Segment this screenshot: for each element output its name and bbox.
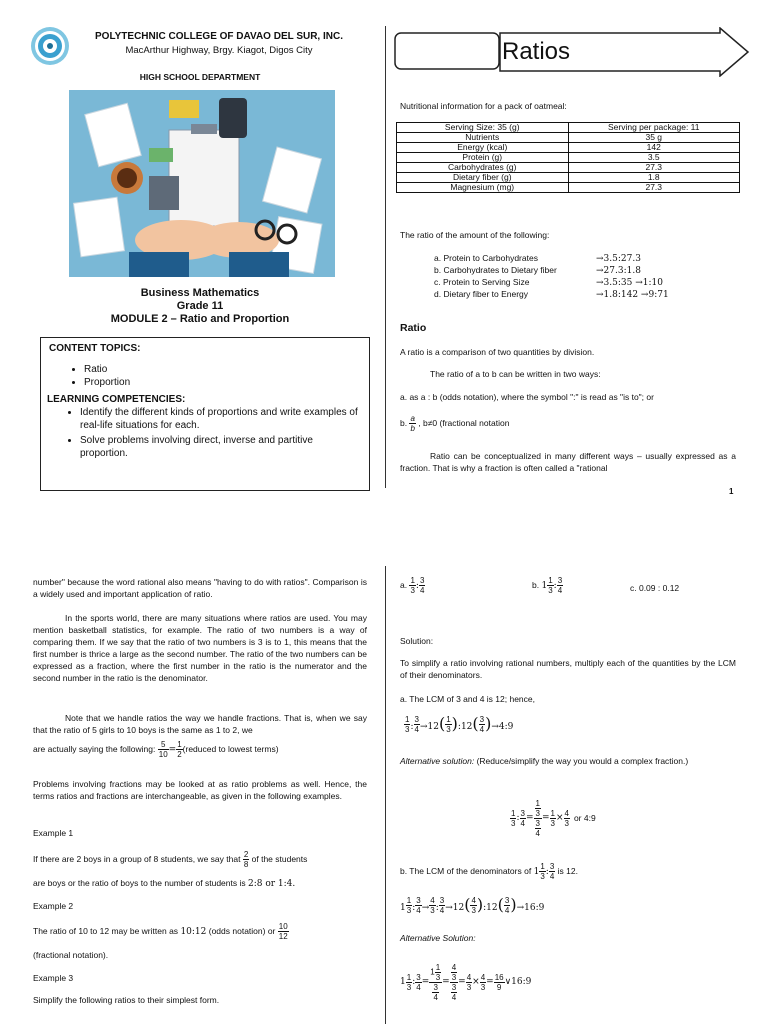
example-3-heading: Example 3 bbox=[33, 973, 74, 983]
colon: : bbox=[415, 580, 419, 591]
problem-c: c. 0.09 : 0.12 bbox=[630, 583, 680, 593]
table-cell: Protein (g) bbox=[397, 153, 569, 163]
school-logo bbox=[30, 26, 70, 66]
table-cell: 3.5 bbox=[568, 153, 740, 163]
business-illustration bbox=[69, 90, 335, 277]
frac-denominator: 3 bbox=[564, 818, 569, 828]
arrow-12: →12 bbox=[419, 722, 439, 732]
department-label: HIGH SCHOOL DEPARTMENT bbox=[139, 72, 261, 82]
school-address: MacArthur Highway, Brgy. Kiagot, Digos City bbox=[125, 45, 313, 56]
page1-column-divider bbox=[385, 26, 386, 488]
frac-numerator: 1 bbox=[405, 715, 410, 725]
result-b: →16:9 bbox=[516, 903, 545, 913]
p2-paragraph-2: In the sports world, there are many situations where ratios are used. You may mention basketball statistics, for example. The ratio of two numbers is a way of comparing them. If we say that the ratio of two numbers is 3 is to 1, this means that the first number is thrice a large as the second number. The ratio of the two numbers can be expressed as a fraction, where the first number in the ratio is the numerator and the second number in the ratio is the denominator. bbox=[33, 613, 367, 683]
page2-column-divider bbox=[385, 566, 386, 1024]
frac-denominator: 4 bbox=[504, 906, 510, 916]
competency-item: • Solve problems involving direct, inverse and partitive proportion. bbox=[80, 434, 363, 460]
equals-sign: = bbox=[168, 744, 177, 755]
fraction-3-4 bbox=[419, 576, 425, 595]
solution-label: Solution: bbox=[400, 636, 434, 646]
complex-fraction-b bbox=[400, 952, 531, 1012]
alt-label: Alternative solution: bbox=[400, 756, 475, 766]
ratio-way-b bbox=[400, 414, 509, 433]
colon: : bbox=[412, 977, 416, 987]
ratio-conceptual: Ratio can be conceptualized in many different ways – usually expressed as a fraction. That is why a fraction is often called a "rational bbox=[400, 451, 736, 473]
ex1-b: of the students bbox=[251, 853, 308, 864]
ratio-item-label: c. Protein to Serving Size bbox=[434, 277, 530, 287]
competencies-list bbox=[47, 406, 363, 460]
p2-paragraph-3-fraction bbox=[33, 740, 367, 759]
colon: : bbox=[516, 813, 520, 823]
ratio-item-value: →1.8:142 →9:71 bbox=[596, 290, 669, 300]
example-1-heading: Example 1 bbox=[33, 828, 74, 838]
fraction-2-8 bbox=[243, 850, 249, 869]
frac-numerator: 16 bbox=[494, 972, 504, 982]
frac-numerator: 3 bbox=[416, 972, 421, 982]
whole-number: 1 bbox=[400, 903, 406, 913]
ex1-d: 2:8 or 1:4. bbox=[248, 879, 296, 889]
frac-numerator: 1 bbox=[550, 808, 555, 818]
complex-fraction-a bbox=[510, 790, 596, 846]
frac-denominator: 10 bbox=[158, 750, 168, 759]
example-1-line-2 bbox=[33, 877, 295, 890]
p3b-text: are actually saying the following: bbox=[33, 743, 156, 754]
table-row bbox=[397, 143, 740, 153]
module-title: MODULE 2 – Ratio and Proportion bbox=[110, 313, 290, 325]
frac-denominator: 3 bbox=[471, 906, 476, 916]
equals-sign: = bbox=[541, 813, 550, 823]
fraction-16-9 bbox=[494, 973, 505, 992]
frac-numerator: 3 bbox=[439, 896, 445, 906]
frac-denominator: 4 bbox=[416, 906, 421, 916]
frac-denominator: 3 bbox=[540, 872, 545, 881]
fraction-4-3 bbox=[564, 809, 570, 828]
frac-numerator: 4 bbox=[480, 972, 486, 982]
frac-denominator: 3 bbox=[466, 982, 472, 992]
equation-b bbox=[400, 895, 544, 915]
ratio-item bbox=[434, 252, 744, 264]
table-cell: Nutrients bbox=[397, 133, 569, 143]
topic-item: • Ratio bbox=[84, 363, 363, 376]
subject-title: Business Mathematics bbox=[140, 287, 260, 299]
lcm-a-text: a. The LCM of 3 and 4 is 12; hence, bbox=[400, 694, 535, 704]
whole-number: 1 bbox=[533, 866, 540, 877]
times-sign: × bbox=[472, 977, 480, 987]
example-1-line-1 bbox=[33, 850, 369, 869]
frac-numerator: 10 bbox=[278, 922, 288, 931]
content-box bbox=[40, 337, 370, 491]
frac-numerator: 3 bbox=[520, 808, 525, 818]
ratio-items bbox=[434, 252, 744, 300]
p2-paragraph-3: Note that we handle ratios the way we handle fractions. That is, when we say that the ratio of 5 girls to 10 boys is the same as 1 to 2, we bbox=[33, 713, 367, 735]
frac-denominator: 3 bbox=[405, 725, 410, 735]
table-cell: Carbohydrates (g) bbox=[397, 163, 569, 173]
content-topics-heading: CONTENT TOPICS: bbox=[49, 343, 141, 354]
table-row bbox=[397, 123, 740, 133]
example-2-heading: Example 2 bbox=[33, 901, 74, 911]
frac-numerator: 3 bbox=[416, 896, 421, 906]
or-4-9: or 4:9 bbox=[573, 813, 596, 823]
paren-close: ) bbox=[476, 895, 484, 914]
ratio-item-value: →3.5:35 →1:10 bbox=[596, 278, 663, 288]
frac-numerator: 4 bbox=[471, 896, 476, 906]
frac-denominator: 3 bbox=[480, 982, 486, 992]
equals-sign: = bbox=[442, 977, 450, 987]
table-row bbox=[397, 173, 740, 183]
alt-text: (Reduce/simplify the way you would a complex fraction.) bbox=[476, 756, 689, 766]
problem-b bbox=[532, 576, 563, 595]
simplify-instruction: To simplify a ratio involving rational numbers, multiply each of the quantities by the LCM of their denominators. bbox=[400, 658, 736, 680]
frac-denominator: 12 bbox=[278, 932, 288, 941]
ex1-a: If there are 2 boys in a group of 8 students, we say that bbox=[33, 853, 241, 864]
ratio-amount-intro: The ratio of the amount of the following: bbox=[400, 230, 550, 240]
table-cell: 27.3 bbox=[568, 183, 740, 193]
frac-numerator: 1 $\frac{1}{3}$ bbox=[430, 962, 441, 982]
page-number: 1 bbox=[729, 487, 734, 496]
table-cell: 1.8 bbox=[568, 173, 740, 183]
ratios-banner bbox=[394, 27, 750, 77]
example-2-line-2: (fractional notation). bbox=[33, 950, 109, 960]
colon: : bbox=[553, 580, 557, 591]
ratio-item-value: →3.5:27.3 bbox=[596, 254, 641, 264]
frac-denominator: 4 bbox=[520, 818, 525, 828]
frac-denominator: 4 bbox=[549, 872, 555, 881]
table-row bbox=[397, 183, 740, 193]
frac-denominator: 3 bbox=[406, 906, 412, 916]
ratio-item bbox=[434, 288, 744, 300]
paren-open: ( bbox=[497, 895, 504, 914]
p2-paragraph-1: number" because the word rational also means "having to do with ratios". Comparison is a widely used and important application of ratio. bbox=[33, 577, 367, 599]
frac-denominator: 9 bbox=[496, 982, 502, 992]
complex-fraction bbox=[534, 799, 542, 838]
frac-denominator: 8 bbox=[243, 860, 249, 869]
ratio-heading: Ratio bbox=[400, 322, 427, 334]
frac-numerator: a bbox=[410, 414, 415, 423]
paren-open: ( bbox=[438, 714, 446, 733]
ratio-way-a: a. as a : b (odds notation), where the symbol ":" is read as "is to"; or bbox=[400, 392, 654, 402]
frac-numerator: 4 bbox=[430, 896, 435, 906]
ratio-two-ways: The ratio of a to b can be written in two ways: bbox=[430, 369, 601, 379]
frac-numerator: 1 bbox=[406, 972, 412, 982]
whole-number: 1 bbox=[541, 580, 548, 591]
topic-item: • Proportion bbox=[84, 376, 363, 389]
frac-numerator: 4 bbox=[466, 972, 472, 982]
frac-numerator: 3 bbox=[549, 862, 555, 871]
colon: : bbox=[545, 866, 549, 877]
ratio-item-label: d. Dietary fiber to Energy bbox=[434, 289, 529, 299]
equals-sign: = bbox=[525, 813, 534, 823]
frac-denominator: 3 bbox=[410, 586, 415, 595]
table-cell: 35 g bbox=[568, 133, 740, 143]
example-3-text: Simplify the following ratios to their simplest form. bbox=[33, 995, 220, 1005]
frac-denominator: 4 bbox=[414, 725, 419, 735]
result-a: →4:9 bbox=[491, 722, 514, 732]
example-2-line-1 bbox=[33, 922, 369, 941]
whole-number: 1 bbox=[400, 977, 406, 987]
frac-numerator: 1 bbox=[511, 808, 516, 818]
complex-fraction bbox=[429, 963, 442, 1002]
problem-a-label: a. bbox=[400, 579, 408, 590]
colon: : bbox=[412, 903, 416, 913]
table-cell: Magnesium (mg) bbox=[397, 183, 569, 193]
frac-numerator: 1 bbox=[548, 576, 553, 585]
frac-numerator: 2 bbox=[243, 850, 249, 859]
p2-paragraph-4: Problems involving fractions may be looked at as ratio problems as well. Hence, the terms ratios and fractions are interchangeable, as given in the following examples. bbox=[33, 779, 367, 801]
frac-numerator: 1 bbox=[410, 576, 415, 585]
frac-numerator: 3 bbox=[504, 896, 510, 906]
paren-open: ( bbox=[464, 895, 471, 914]
paren-close: ) bbox=[510, 895, 517, 914]
frac-numerator: $\frac{4}{3}$ bbox=[451, 962, 457, 982]
frac-denominator: 3 bbox=[511, 818, 516, 828]
table-cell: Serving Size: 35 (g) bbox=[397, 123, 569, 133]
fraction-a-over-b bbox=[409, 414, 415, 433]
fraction-10-12 bbox=[278, 922, 289, 941]
frac-denominator: 4 bbox=[416, 982, 421, 992]
colon-12: :12 bbox=[457, 722, 473, 732]
table-cell: Serving per package: 11 bbox=[568, 123, 740, 133]
fraction-3-4 bbox=[557, 576, 563, 595]
colon: : bbox=[435, 903, 439, 913]
competency-item: • Identify the different kinds of proportions and write examples of real-life situations for each. bbox=[80, 406, 363, 432]
frac-denominator: $\frac{3}{4}$ bbox=[535, 818, 540, 838]
way-b-prefix: b. bbox=[400, 417, 408, 428]
table-cell: 27.3 bbox=[568, 163, 740, 173]
fraction-3-4 bbox=[549, 862, 555, 881]
nutrition-table bbox=[396, 122, 740, 193]
ratio-item-label: b. Carbohydrates to Dietary fiber bbox=[434, 265, 557, 275]
lcm-b-b: is 12. bbox=[557, 865, 578, 876]
frac-denominator: 3 bbox=[406, 982, 412, 992]
equals-sign: = bbox=[486, 977, 494, 987]
ratios-banner-title: Ratios bbox=[502, 38, 571, 65]
colon: : bbox=[410, 722, 414, 732]
frac-numerator: $\frac{1}{3}$ bbox=[535, 798, 540, 818]
alternative-solution-a bbox=[400, 755, 736, 767]
ratio-item bbox=[434, 264, 744, 276]
complex-fraction bbox=[450, 963, 458, 1002]
frac-denominator: 4 bbox=[439, 906, 445, 916]
equals-sign: = bbox=[458, 977, 466, 987]
frac-denominator: 3 bbox=[550, 818, 555, 828]
ratio-definition: A ratio is a comparison of two quantities by division. bbox=[400, 347, 595, 357]
table-row bbox=[397, 153, 740, 163]
table-cell: Dietary fiber (g) bbox=[397, 173, 569, 183]
frac-denominator: 3 bbox=[430, 906, 435, 916]
frac-denominator: 4 bbox=[557, 586, 563, 595]
frac-numerator: 3 bbox=[557, 576, 563, 585]
ex2-b: 10:12 bbox=[180, 926, 207, 937]
frac-numerator: 3 bbox=[419, 576, 425, 585]
frac-denominator: 4 bbox=[419, 586, 425, 595]
table-cell: 142 bbox=[568, 143, 740, 153]
ratio-item bbox=[434, 276, 744, 288]
ratio-item-label: a. Protein to Carbohydrates bbox=[434, 253, 538, 263]
frac-denominator: $\frac{3}{4}$ bbox=[451, 982, 457, 1002]
ratio-item-value: →27.3:1.8 bbox=[596, 266, 641, 276]
ex2-a: The ratio of 10 to 12 may be written as bbox=[33, 925, 179, 936]
arrow-12: →12 bbox=[445, 903, 465, 913]
fraction-5-10 bbox=[158, 740, 169, 759]
school-name: POLYTECHNIC COLLEGE OF DAVAO DEL SUR, INC. bbox=[95, 31, 343, 42]
colon-12: :12 bbox=[483, 903, 498, 913]
frac-numerator: 1 bbox=[446, 715, 451, 725]
frac-numerator: 3 bbox=[414, 715, 419, 725]
paren-open: ( bbox=[472, 714, 479, 733]
competencies-heading: LEARNING COMPETENCIES: bbox=[47, 394, 186, 405]
ex1-c: are boys or the ratio of boys to the number of students is bbox=[33, 878, 246, 888]
arrow: → bbox=[421, 903, 430, 913]
equation-a bbox=[404, 714, 513, 742]
frac-numerator: 1 bbox=[540, 862, 545, 871]
lcm-b-text bbox=[400, 862, 578, 881]
table-row bbox=[397, 163, 740, 173]
frac-denominator: b bbox=[410, 424, 415, 433]
frac-numerator: 1 bbox=[177, 740, 182, 749]
alternative-solution-b: Alternative Solution: bbox=[400, 933, 476, 943]
result-b2: ∨16:9 bbox=[504, 977, 532, 987]
frac-denominator: 4 bbox=[479, 725, 485, 735]
paren-close: ) bbox=[451, 714, 458, 733]
ex2-c: (odds notation) or bbox=[208, 925, 276, 936]
p3c-text: (reduced to lowest terms) bbox=[182, 743, 279, 754]
times-sign: × bbox=[555, 813, 564, 823]
problem-a bbox=[400, 576, 425, 595]
frac-numerator: 4 bbox=[564, 808, 569, 818]
grade-title: Grade 11 bbox=[176, 300, 224, 312]
frac-numerator: 3 bbox=[479, 715, 485, 725]
frac-denominator: $\frac{3}{4}$ bbox=[433, 982, 438, 1002]
table-row bbox=[397, 133, 740, 143]
problem-b-label: b. bbox=[532, 579, 540, 590]
frac-numerator: 1 bbox=[406, 896, 412, 906]
frac-denominator: 3 bbox=[548, 586, 553, 595]
way-b-suffix: , b≠0 (fractional notation bbox=[418, 417, 510, 428]
equals-sign: = bbox=[421, 977, 430, 987]
frac-numerator: 5 bbox=[158, 740, 169, 750]
frac-denominator: 3 bbox=[446, 725, 451, 735]
frac-denominator: 2 bbox=[177, 750, 182, 759]
lcm-b-a: b. The LCM of the denominators of bbox=[400, 865, 532, 876]
topics-list bbox=[47, 363, 363, 389]
table-cell: Energy (kcal) bbox=[397, 143, 569, 153]
paren-close: ) bbox=[485, 714, 492, 733]
nutrition-intro: Nutritional information for a pack of oatmeal: bbox=[400, 101, 567, 111]
